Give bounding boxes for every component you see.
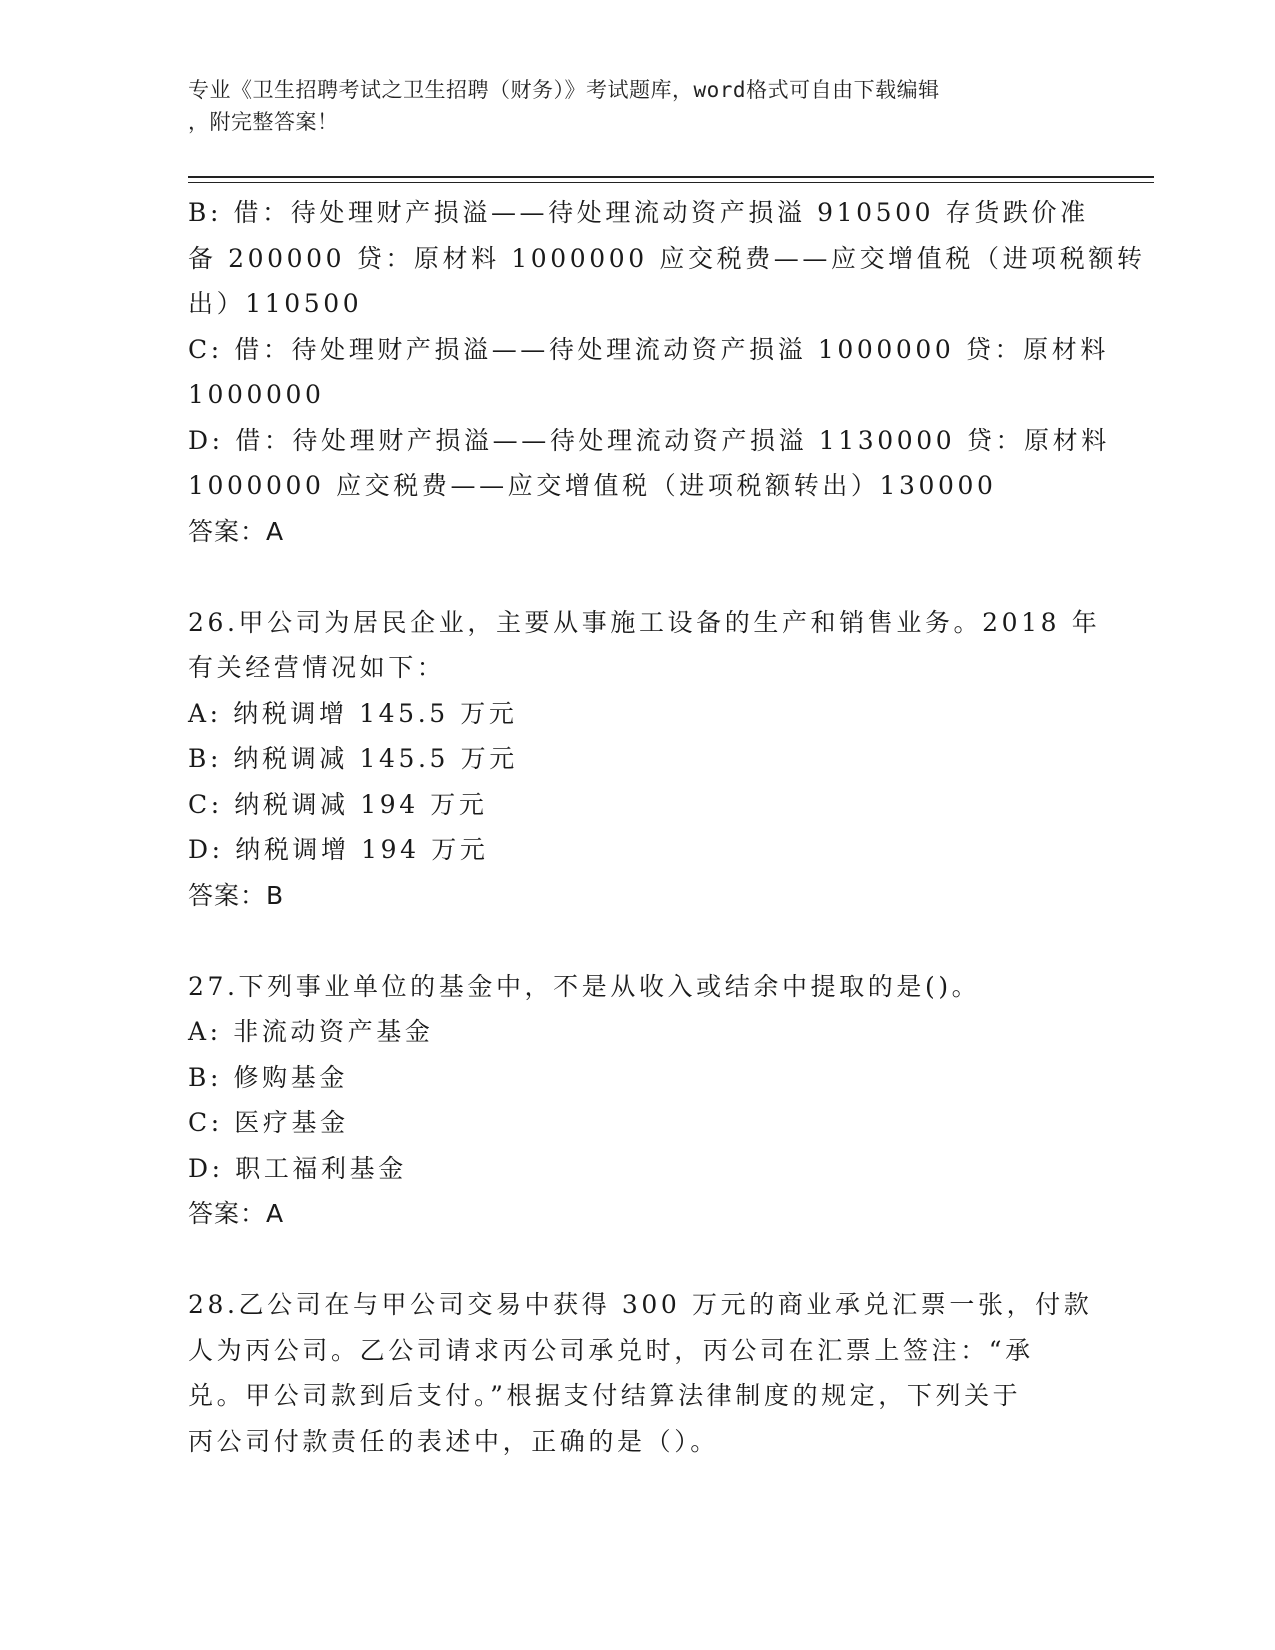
question-stem: 兑。甲公司款到后支付。”根据支付结算法律制度的规定，下列关于 (188, 1381, 1022, 1410)
question-27 (188, 964, 1088, 1237)
question-28 (188, 1282, 1093, 1464)
option-c: C: 纳税调减 194 万元 (188, 789, 488, 819)
question-stem: 27.下列事业单位的基金中，不是从收入或结余中提取的是()。 (188, 971, 981, 1001)
option-b-line: 出）110500 (188, 289, 363, 318)
option-b-line: B: 借：待处理财产损溢——待处理流动资产损溢 910500 存货跌价准 (188, 198, 1089, 227)
option-b: B: 纳税调减 145.5 万元 (188, 744, 518, 773)
option-d-line: D: 借：待处理财产损溢——待处理流动资产损溢 1130000 贷：原材料 (188, 425, 1110, 455)
option-c-line: C: 借：待处理财产损溢——待处理流动资产损溢 1000000 贷：原材料 (188, 334, 1109, 364)
header-rule-thin (188, 182, 1154, 183)
header-line-1: 专业《卫生招聘考试之卫生招聘（财务）》考试题库，word格式可自由下载编辑 (188, 78, 940, 102)
question-stem: 有关经营情况如下： (188, 653, 446, 682)
option-a: A: 非流动资产基金 (188, 1017, 434, 1046)
option-c-line: 1000000 (188, 380, 325, 409)
header-rule-thick (188, 176, 1154, 178)
option-a: A: 纳税调增 145.5 万元 (188, 698, 518, 728)
question-stem: 人为丙公司。乙公司请求丙公司承兑时，丙公司在汇票上签注：“承 (188, 1335, 1034, 1365)
question-stem: 26.甲公司为居民企业，主要从事施工设备的生产和销售业务。2018 年 (188, 607, 1101, 637)
question-content (188, 190, 1146, 1464)
question-stem: 丙公司付款责任的表述中，正确的是（）。 (188, 1426, 719, 1456)
document-header (188, 74, 1068, 138)
answer-label: 答案：A (188, 1199, 285, 1228)
answer-label: 答案：B (188, 880, 285, 910)
option-d: D: 纳税调增 194 万元 (188, 835, 489, 864)
question-25-remainder (188, 190, 1146, 554)
option-b-line: 备 200000 贷：原材料 1000000 应交税费——应交增值税（进项税额转 (188, 243, 1146, 273)
option-d-line: 1000000 应交税费——应交增值税（进项税额转出）130000 (188, 471, 997, 500)
question-stem: 28.乙公司在与甲公司交易中获得 300 万元的商业承兑汇票一张，付款 (188, 1290, 1093, 1319)
question-26 (188, 600, 1101, 919)
answer-label: 答案：A (188, 516, 285, 546)
option-c: C: 医疗基金 (188, 1108, 349, 1137)
option-d: D: 职工福利基金 (188, 1153, 407, 1183)
header-line-2: ，附完整答案！ (188, 110, 339, 134)
option-b: B: 修购基金 (188, 1062, 348, 1092)
